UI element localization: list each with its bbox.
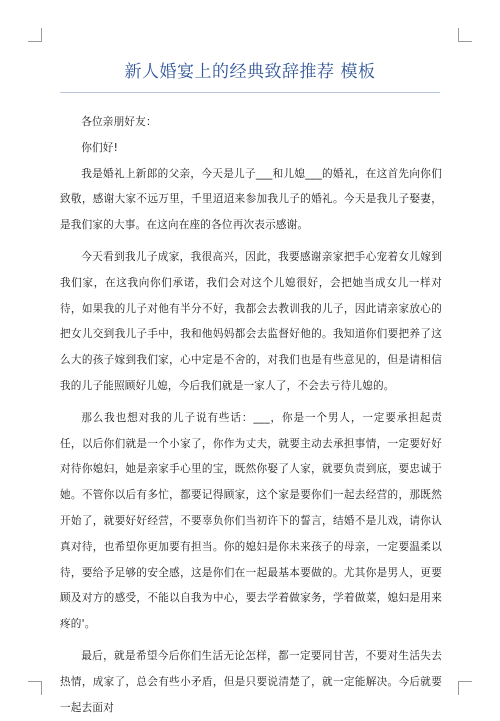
greeting-line: 各位亲朋好友： [81,116,157,128]
crop-mark-top-left-vertical [41,28,42,42]
paragraph-4: 最后，就是希望今后你们生活无论怎样，都一定要同甘苦，不要对生活失去热情，成家了，总会有些小矛盾，但是只要说清楚了，就一定能解决。今后就要一起去面对 [60,649,442,714]
crop-mark-top-right-horizontal [458,41,472,42]
paragraph-1: 我是婚礼上新郎的父亲，今天是儿子___和儿媳___的婚礼，在这首先向你们致敬，感谢大家不远万里，千里迢迢来参加我儿子的婚礼。今天是我儿子娶妻，是我们家的大事。在这向在座的各位再次表示感谢。 [60,167,442,232]
crop-mark-bottom-right-vertical [458,681,459,695]
hello-line: 你们好! [81,141,119,154]
crop-mark-bottom-left-vertical [41,681,42,695]
crop-mark-bottom-left-horizontal [28,681,42,682]
crop-mark-top-left-horizontal [28,41,42,42]
document-body [60,110,442,721]
title-divider [60,92,440,93]
crop-mark-bottom-right-horizontal [458,681,472,682]
paragraph-2: 今天看到我儿子成家，我很高兴，因此，我要感谢亲家把手心宠着女儿嫁到我们家，在这我向你们承诺，我们会对这个儿媳很好，会把她当成女儿一样对待，如果我的儿子对他有半分不好，我都会去教训我的儿子，因此请亲家放心的把女儿交到我儿子手中，我和他妈妈都会去监督好他的。我知道你们要把养了这么大的孩子嫁到我们家，心中定是不舍的，对我们也是有些意见的，但是请相信我的儿子能照顾好儿媳，今后我们就是一家人了，不会去亏待儿媳的。 [60,250,442,392]
paragraph-3: 那么我也想对我的儿子说有些话：___，你是一个男人，一定要承担起责任，以后你们就是一个小家了，你作为丈夫，就要主动去承担事情，一定要好好对待你媳妇，她是亲家手心里的宝，既然你娶了人家，就要负责到底，要忠诚于她。不管你以后有多忙，都要记得顾家，这个家是要你们一起去经营的，那既然开始了，就要好好经营，不要辜负你们当初许下的誓言，结婚不是儿戏，请你认真对待，也希望你更加要有担当。你的媳妇是你未来孩子的母亲，一定要温柔以待，要给予足够的安全感，这是你们在一起最基本要做的。尤其你是男人，更要顾及对方的感受，不能以自我为中心，要去学着做家务，学着做菜，媳妇是用来疼的'。 [60,411,442,631]
crop-mark-top-right-vertical [458,28,459,42]
document-title: 新人婚宴上的经典致辞推荐 模板 [124,62,376,82]
